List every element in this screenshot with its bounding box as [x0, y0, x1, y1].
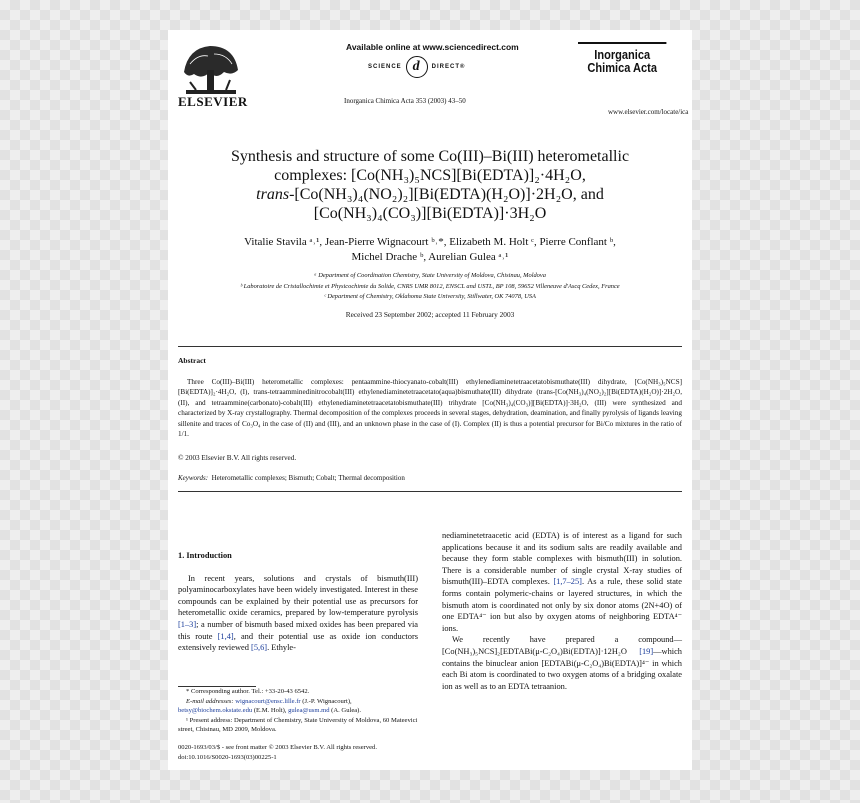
keywords — [178, 474, 405, 482]
affiliations — [174, 271, 686, 303]
journal-reference: Inorganica Chimica Acta 353 (2003) 43–50 — [344, 97, 466, 105]
abstract-body: Three Co(III)–Bi(III) heterometallic complexes: pentaammine-thiocyanato-cobalt(III) ethylenediaminetetraacetatobismuthate(III) dihydrate, [Co(NH₃)₅NCS][Bi(EDTA)]₂·4H₂O, (I), trans-tetraamminedinitrocobalt(III) ethylenediaminetetraacetato(aqua)bismuthate(III) dihydrate (trans-[Co(NH₃)₄(NO₂)₂][Bi(EDTA)(H₂O)]·2H₂O, (II), and tetraammine(carbonato)-cobalt(III) ethylenediaminetetraacetatobismuthate(III) trihydrate [Co(NH₃)₄(CO₃)][Bi(EDTA)]·3H₂O, (III) were synthesized and characterized by X-ray crystallography. Thermal decomposition of the complexes proceeds in several stages, dehydration, deamination, and finally pyrolysis of ligands leaving sillenite and traces of Co₃O₄ in the case of (II) and (III), and an unknown phase in the case of (I). Complex (II) is thus a potential precursor for Bi/Co mixtures in the ratio of 1/1. — [178, 378, 682, 439]
email-who-3: (A. Gulea). — [329, 707, 362, 715]
email-link-wignacourt[interactable]: wignacourt@ensc.lille.fr — [235, 697, 301, 705]
citation-1-7-25[interactable]: [1,7–25] — [553, 577, 582, 587]
issn-line: 0020-1693/03/$ - see front matter © 2003 Elsevier B.V. All rights reserved. — [178, 744, 377, 751]
intro-paragraph-1-cont — [442, 530, 682, 634]
sciencedirect-logo — [368, 56, 465, 78]
journal-logo — [578, 42, 666, 74]
available-online-text: Available online at www.sciencedirect.com — [346, 42, 519, 52]
received-dates: Received 23 September 2002; accepted 11 February 2003 — [345, 310, 515, 319]
title-trans: trans — [256, 186, 290, 203]
journal-url: www.elsevier.com/locate/ica — [608, 108, 689, 116]
authors — [178, 235, 682, 265]
abstract-top-rule — [178, 346, 682, 347]
elsevier-tree-logo — [180, 42, 242, 96]
title-line-3-rest: -[Co(NH₃)₄(NO₂)₂][Bi(EDTA)(H₂O)]·2H₂O, and — [289, 186, 604, 203]
paper-page — [168, 30, 692, 770]
email-who-1: (J.-P. Wignacourt), — [300, 697, 352, 705]
email-link-gulea[interactable]: gulea@usm.md — [288, 707, 330, 715]
title-line-3 — [186, 185, 674, 204]
citation-1-4[interactable]: [1,4] — [217, 631, 234, 641]
intro-paragraph-2 — [442, 634, 682, 692]
email-label: E-mail addresses: — [186, 697, 234, 705]
email-link-holt[interactable]: betsy@biochem.okstate.edu — [178, 707, 253, 715]
doi-line: doi:10.1016/S0020-1693(03)00225-1 — [178, 753, 277, 761]
column-right — [442, 530, 682, 692]
abstract-copyright: © 2003 Elsevier B.V. All rights reserved. — [178, 454, 297, 462]
p2-b: —which contains the binuclear anion [EDTABi(μ-C₂O₄)Bi(EDTA)]⁴⁻ in which each Bi atom is coordinated to two oxygen atoms of a bridging oxalate ion as well as to an EDTA tetraanion. — [442, 646, 682, 691]
citation-1-3[interactable]: [1–3] — [178, 619, 197, 629]
authors-line-1: Vitalie Stavila ᵃ˒¹, Jean-Pierre Wignacourt ᵇ˒*, Elizabeth M. Holt ᶜ, Pierre Conflant ᵇ, — [244, 236, 616, 248]
sd-mark-icon: d — [406, 56, 428, 78]
col2-a: nediaminetetraacetic acid (EDTA) is of interest as a ligand for such applications because it and its sodium salts are readily available and because they form stable complexes with bismuth(III) in solution. There is a considerable number of single crystal X-ray studies of bismuth(III)–EDTA complexes. — [442, 531, 682, 587]
title-line-4: [Co(NH₃)₄(CO₃)][Bi(EDTA)]·3H₂O — [313, 205, 547, 222]
abstract-bottom-rule — [178, 491, 682, 492]
authors-line-2: Michel Drache ᵇ, Aurelian Gulea ᵃ˒¹ — [351, 251, 509, 263]
intro-p1-b: ; a number of bismuth based mixed oxides has been prepared via this route — [178, 619, 418, 641]
sd-left-text: SCIENCE — [368, 64, 402, 70]
issn-doi — [178, 743, 478, 762]
p2-a: We recently have prepared a compound—[Co(NH₃)₅NCS]₂[EDTABi(μ-C₂O₄)Bi(EDTA)]·12H₂O — [442, 635, 682, 656]
column-left — [178, 550, 418, 654]
journal-logo-line1: Inorganica — [594, 47, 651, 62]
intro-paragraph-1 — [178, 573, 418, 654]
footnotes — [178, 687, 420, 735]
intro-p1-a: In recent years, solutions and crystals of bismuth(III) polyaminocarboxylates have been widely investigated. Interest in these compounds can be explained by their potential use as precursors for heterometallic oxide ceramics, prepared by low-temperature pyrolysis — [178, 573, 418, 618]
footnote-corresponding: * Corresponding author. Tel.: +33-20-43 6542. — [186, 688, 310, 695]
section-heading-introduction: 1. Introduction — [178, 551, 232, 560]
citation-5-6[interactable]: [5,6] — [251, 643, 268, 653]
footnote-emails — [178, 697, 420, 716]
title-line-2: complexes: [Co(NH₃)₅NCS][Bi(EDTA)]₂·4H₂O, — [274, 167, 586, 184]
publisher-name: ELSEVIER — [178, 94, 248, 109]
intro-p1-d: . Ethyle- — [267, 643, 296, 653]
title-line-1: Synthesis and structure of some Co(III)–Bi(III) heterometallic — [230, 148, 630, 165]
abstract-heading: Abstract — [178, 356, 206, 365]
affiliation-c: ᶜ Department of Chemistry, Oklahoma State University, Stillwater, OK 74078, USA — [324, 293, 536, 300]
email-who-2: (E.M. Holt), — [252, 707, 289, 715]
paper-title — [186, 147, 674, 223]
affiliation-b: ᵇ Laboratoire de Cristallochimie et Physicochimie du Solide, CNRS UMR 8012, ENSCL and USTL, BP 108, 59652 Villeneuve d'Ascq Cedex, France — [240, 282, 620, 290]
footnote-present-address: ¹ Present address: Department of Chemistry, State University of Moldova, 60 Mateevici street, Chisinau, MD 2009, Moldova. — [178, 716, 418, 734]
citation-19[interactable]: [19] — [639, 646, 654, 656]
keywords-label: Keywords: — [178, 474, 209, 482]
intro-p1-c: , and their potential use as oxide ion conductors extensively reviewed — [178, 631, 418, 653]
sd-right-text: DIRECT® — [431, 64, 466, 70]
col2-b: . As a rule, these solid state forms contain polymeric-chains or layered structures, in which the bismuth atom is coordinated not only by six donor atoms (2N+4O) of one EDTA⁴⁻ ion but also by oxygen atoms of neighboring EDTA⁴⁻ ions. — [442, 577, 682, 633]
journal-logo-line2: Chimica Acta — [587, 60, 657, 75]
keywords-text: Heterometallic complexes; Bismuth; Cobalt; Thermal decomposition — [211, 474, 405, 482]
affiliation-a: ᵃ Department of Coordination Chemistry, State University of Moldova, Chisinau, Moldova — [314, 272, 546, 279]
